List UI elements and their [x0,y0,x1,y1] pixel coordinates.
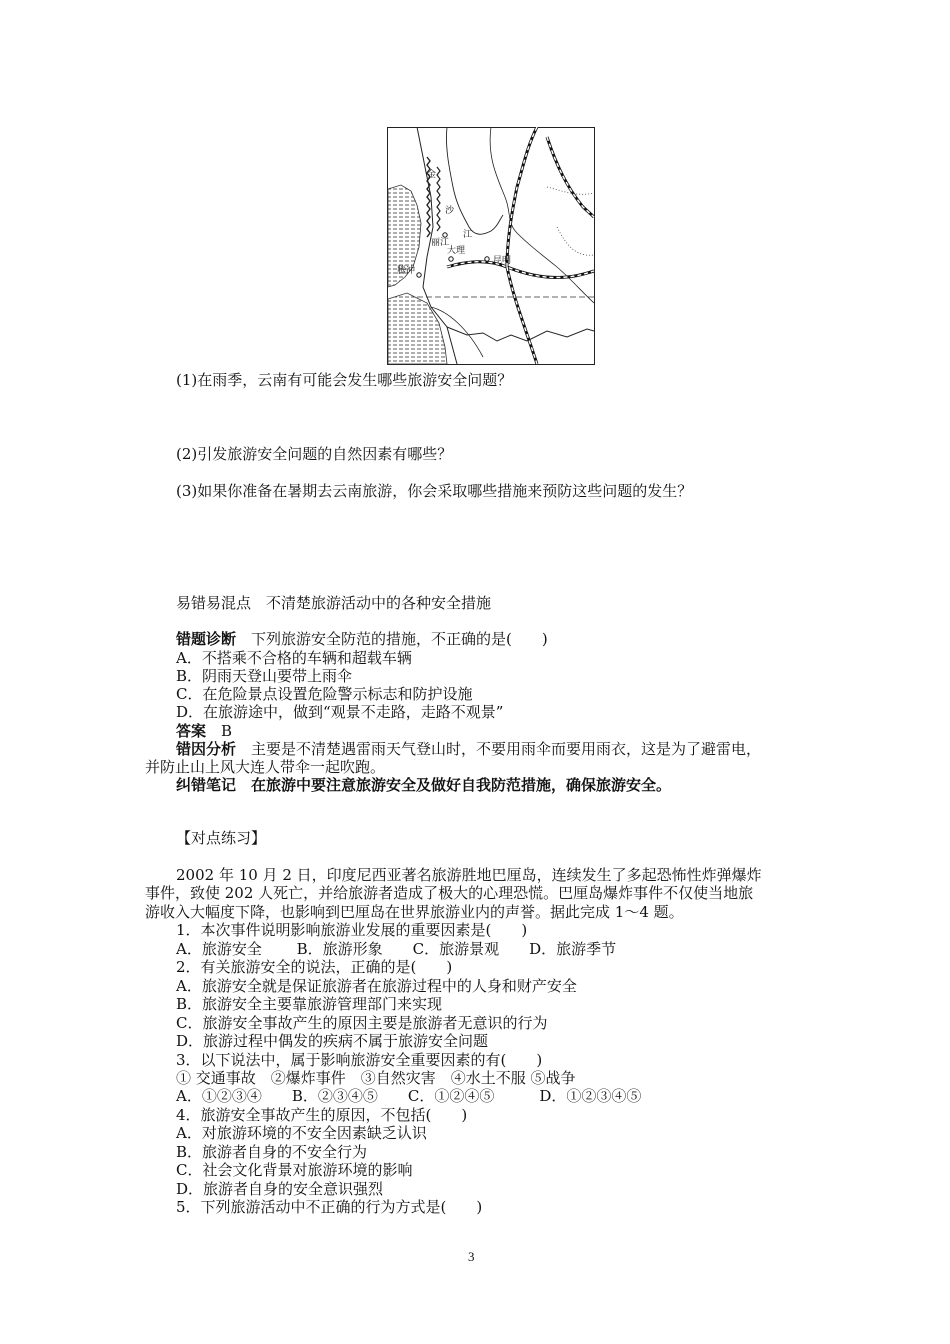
map-label-tengchong: 腾冲 [397,266,416,276]
city-dot-tengchong [417,273,421,277]
note-label: 纠错笔记 [176,776,237,794]
answer-line [176,722,232,740]
practice-line: A．①②③④ B．②③④⑤ C．①②④⑤ D．①②③④⑤ [176,1087,642,1105]
practice-line: D．旅游者自身的安全意识强烈 [176,1180,384,1198]
practice-intro-line-3: 游收入大幅度下降，也影响到巴厘岛在世界旅游业内的声誉。据此完成 1～4 题。 [145,903,684,921]
page-number: 3 [468,1249,475,1264]
diagnosis-line [176,630,548,648]
practice-line: B．旅游者自身的不安全行为 [176,1143,368,1161]
yunnan-map-figure [387,127,595,365]
diagnosis-option-a: A．不搭乘不合格的车辆和超载车辆 [176,649,412,667]
practice-line: C．旅游安全事故产生的原因主要是旅游者无意识的行为 [176,1014,548,1032]
diagnosis-text: 下列旅游安全防范的措施，不正确的是( ) [236,630,548,648]
map-label-kunming: 昆明 [493,256,512,266]
city-dot-kunming [485,257,489,261]
error-section-title: 易错易混点 不清楚旅游活动中的各种安全措施 [176,594,492,612]
practice-line: B．旅游安全主要靠旅游管理部门来实现 [176,995,443,1013]
city-dot-lijiang [443,233,447,237]
note-line [176,776,671,794]
analysis-label: 错因分析 [176,740,237,758]
practice-line: 1．本次事件说明影响旅游业发展的重要因素是( ) [176,921,528,939]
map-label-jin: 金 [427,170,437,180]
practice-line: D．旅游过程中偶发的疾病不属于旅游安全问题 [176,1032,489,1050]
practice-line: C．社会文化背景对旅游环境的影响 [176,1161,413,1179]
practice-intro-line-2: 事件，致使 202 人死亡，并给旅游者造成了极大的心理恐慌。巴厘岛爆炸事件不仅使当地旅 [145,884,754,902]
map-label-dali: 大理 [447,246,466,256]
yunnan-map [387,127,595,365]
city-dot-dali [449,257,453,261]
question-3: (3)如果你准备在暑期去云南旅游，你会采取哪些措施来预防这些问题的发生？ [176,482,693,500]
practice-line: 4．旅游安全事故产生的原因，不包括( ) [176,1106,468,1124]
practice-line: ① 交通事故 ②爆炸事件 ③自然灾害 ④水土不服 ⑤战争 [176,1069,576,1087]
question-2: (2)引发旅游安全问题的自然因素有哪些？ [176,445,453,463]
note-text: 在旅游中要注意旅游安全及做好自我防范措施，确保旅游安全。 [236,776,672,794]
map-label-jiang: 江 [463,230,473,240]
diagnosis-option-b: B．阴雨天登山要带上雨伞 [176,667,353,685]
analysis-line-2: 并防止山上风大连人带伞一起吹跑。 [145,758,386,776]
diagnosis-option-c: C．在危险景点设置危险警示标志和防护设施 [176,685,473,703]
diagnosis-option-d: D．在旅游途中，做到“观景不走路，走路不观景” [176,703,504,721]
analysis-line-1 [176,740,761,758]
analysis-text-1: 主要是不清楚遇雷雨天气登山时，不要用雨伞而要用雨衣，这是为了避雷电， [236,740,762,758]
practice-title: 【对点练习】 [176,829,267,847]
practice-line: A．对旅游环境的不安全因素缺乏认识 [176,1124,427,1142]
practice-line: A．旅游安全 B．旅游形象 C．旅游景观 D．旅游季节 [176,940,617,958]
map-label-sha: 沙 [445,206,455,216]
practice-line: 3．以下说法中，属于影响旅游安全重要因素的有( ) [176,1051,543,1069]
question-1: (1)在雨季，云南有可能会发生哪些旅游安全问题？ [176,371,513,389]
practice-line: A．旅游安全就是保证旅游者在旅游过程中的人身和财产安全 [176,977,577,995]
practice-intro-line-1: 2002 年 10 月 2 日，印度尼西亚著名旅游胜地巴厘岛，连续发生了多起恐怖性炸弹爆炸 [176,866,762,884]
practice-line: 2．有关旅游安全的说法，正确的是( ) [176,958,453,976]
map-label-lijiang: 丽江 [431,238,450,248]
diagnosis-label: 错题诊断 [176,630,237,648]
practice-line: 5．下列旅游活动中不正确的行为方式是( ) [176,1198,483,1216]
answer-value: B [206,722,233,740]
answer-label: 答案 [176,722,207,740]
